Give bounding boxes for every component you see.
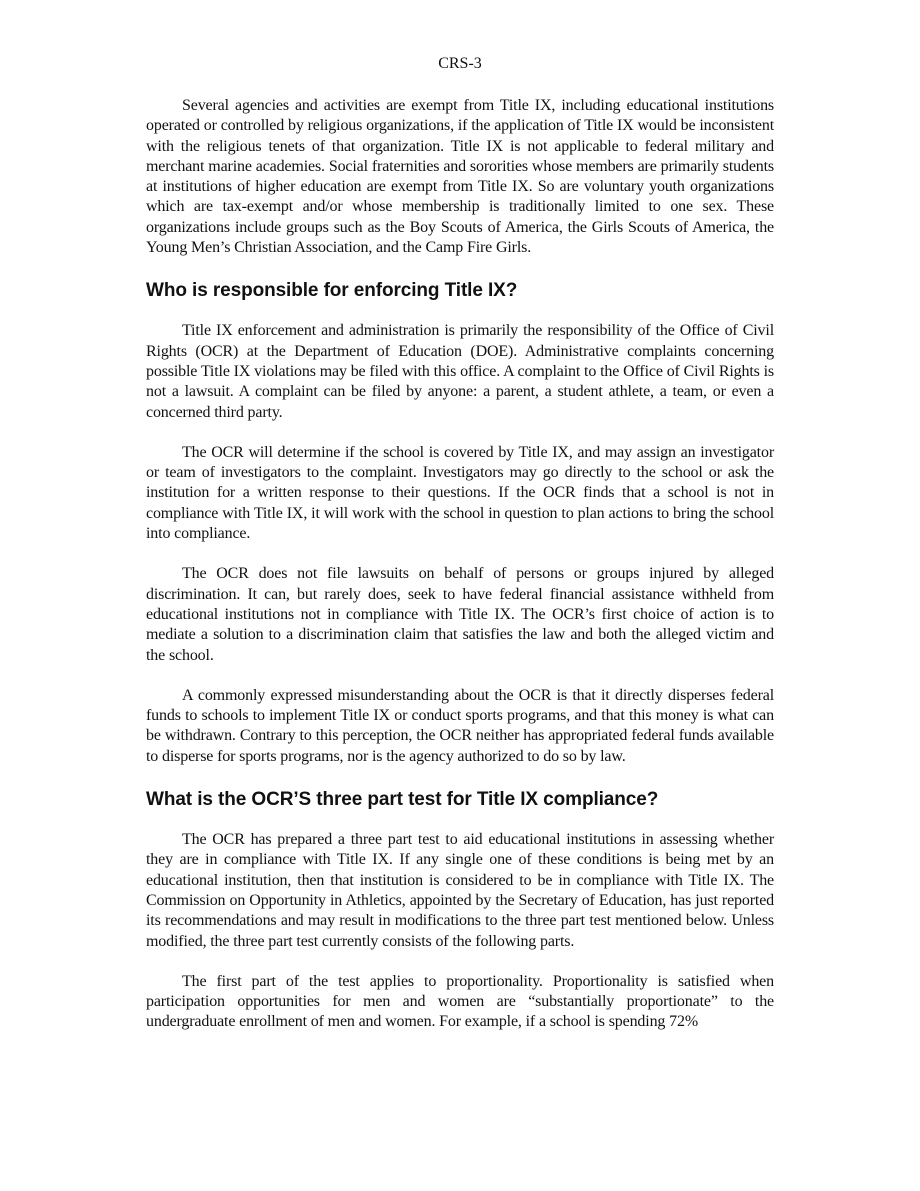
paragraph-ocr-investigation: The OCR will determine if the school is covered by Title IX, and may assign an investigator or team of investigators to the complaint. Investigators may go directly to the school or ask the institution for a written response to their questions. If the OCR finds that a school is not in compliance with Title IX, it will work with the school in question to plan actions to bring the school into compliance.	[146, 443, 774, 543]
paragraph-proportionality: The first part of the test applies to proportionality. Proportionality is satisfied when participation opportunities for men and women are “substantially proportionate” to the undergraduate enrollment of men and women. For example, if a school is spending 72%	[146, 972, 774, 1031]
document-page	[146, 54, 774, 1053]
paragraph-ocr-funds-misunderstanding: A commonly expressed misunderstanding about the OCR is that it directly disperses federal funds to schools to implement Title IX or conduct sports programs, and that this money is what can be withdrawn. Contrary to this perception, the OCR neither has appropriated federal funds available to disperse for sports programs, nor is the agency authorized to do so by law.	[146, 686, 774, 765]
section-heading-three-part-test: What is the OCR’S three part test for Title IX compliance?	[146, 789, 659, 811]
page-number: CRS-3	[438, 55, 482, 72]
section-heading-enforcement: Who is responsible for enforcing Title IX?	[146, 280, 518, 302]
paragraph-ocr-lawsuits: The OCR does not file lawsuits on behalf of persons or groups injured by alleged discrimination. It can, but rarely does, seek to have federal financial assistance withheld from educational institutions not in compliance with Title IX. The OCR’s first choice of action is to mediate a solution to a discrimination claim that satisfies the law and both the alleged victim and the school.	[146, 565, 774, 664]
paragraph-enforcement-ocr: Title IX enforcement and administration is primarily the responsibility of the Office of Civil Rights (OCR) at the Department of Education (DOE). Administrative complaints concerning possible Title IX violations may be filed with this office. A complaint to the Office of Civil Rights is not a lawsuit. A complaint can be filed by anyone: a parent, a student athlete, a team, or even a concerned third party.	[146, 322, 774, 421]
paragraph-exemptions: Several agencies and activities are exempt from Title IX, including educational institutions operated or controlled by religious organizations, if the application of Title IX would be inconsistent with the religious tenets of that organization. Title IX is not applicable to federal military and merchant marine academies. Social fraternities and sororities whose members are primarily students at institutions of higher education are exempt from Title IX. So are voluntary youth organizations which are tax-exempt and/or whose membership is traditionally limited to one sex. These organizations include groups such as the Boy Scouts of America, the Girls Scouts of America, the Young Men’s Christian Association, and the Camp Fire Girls.	[146, 97, 774, 257]
paragraph-three-part-test-intro: The OCR has prepared a three part test to aid educational institutions in assessing whether they are in compliance with Title IX. If any single one of these conditions is being met by an educational institution, then that institution is considered to be in compliance with Title IX. The Commission on Opportunity in Athletics, appointed by the Secretary of Education, has just reported its recommendations and may result in modifications to the three part test mentioned below. Unless modified, the three part test currently consists of the following parts.	[146, 831, 774, 950]
